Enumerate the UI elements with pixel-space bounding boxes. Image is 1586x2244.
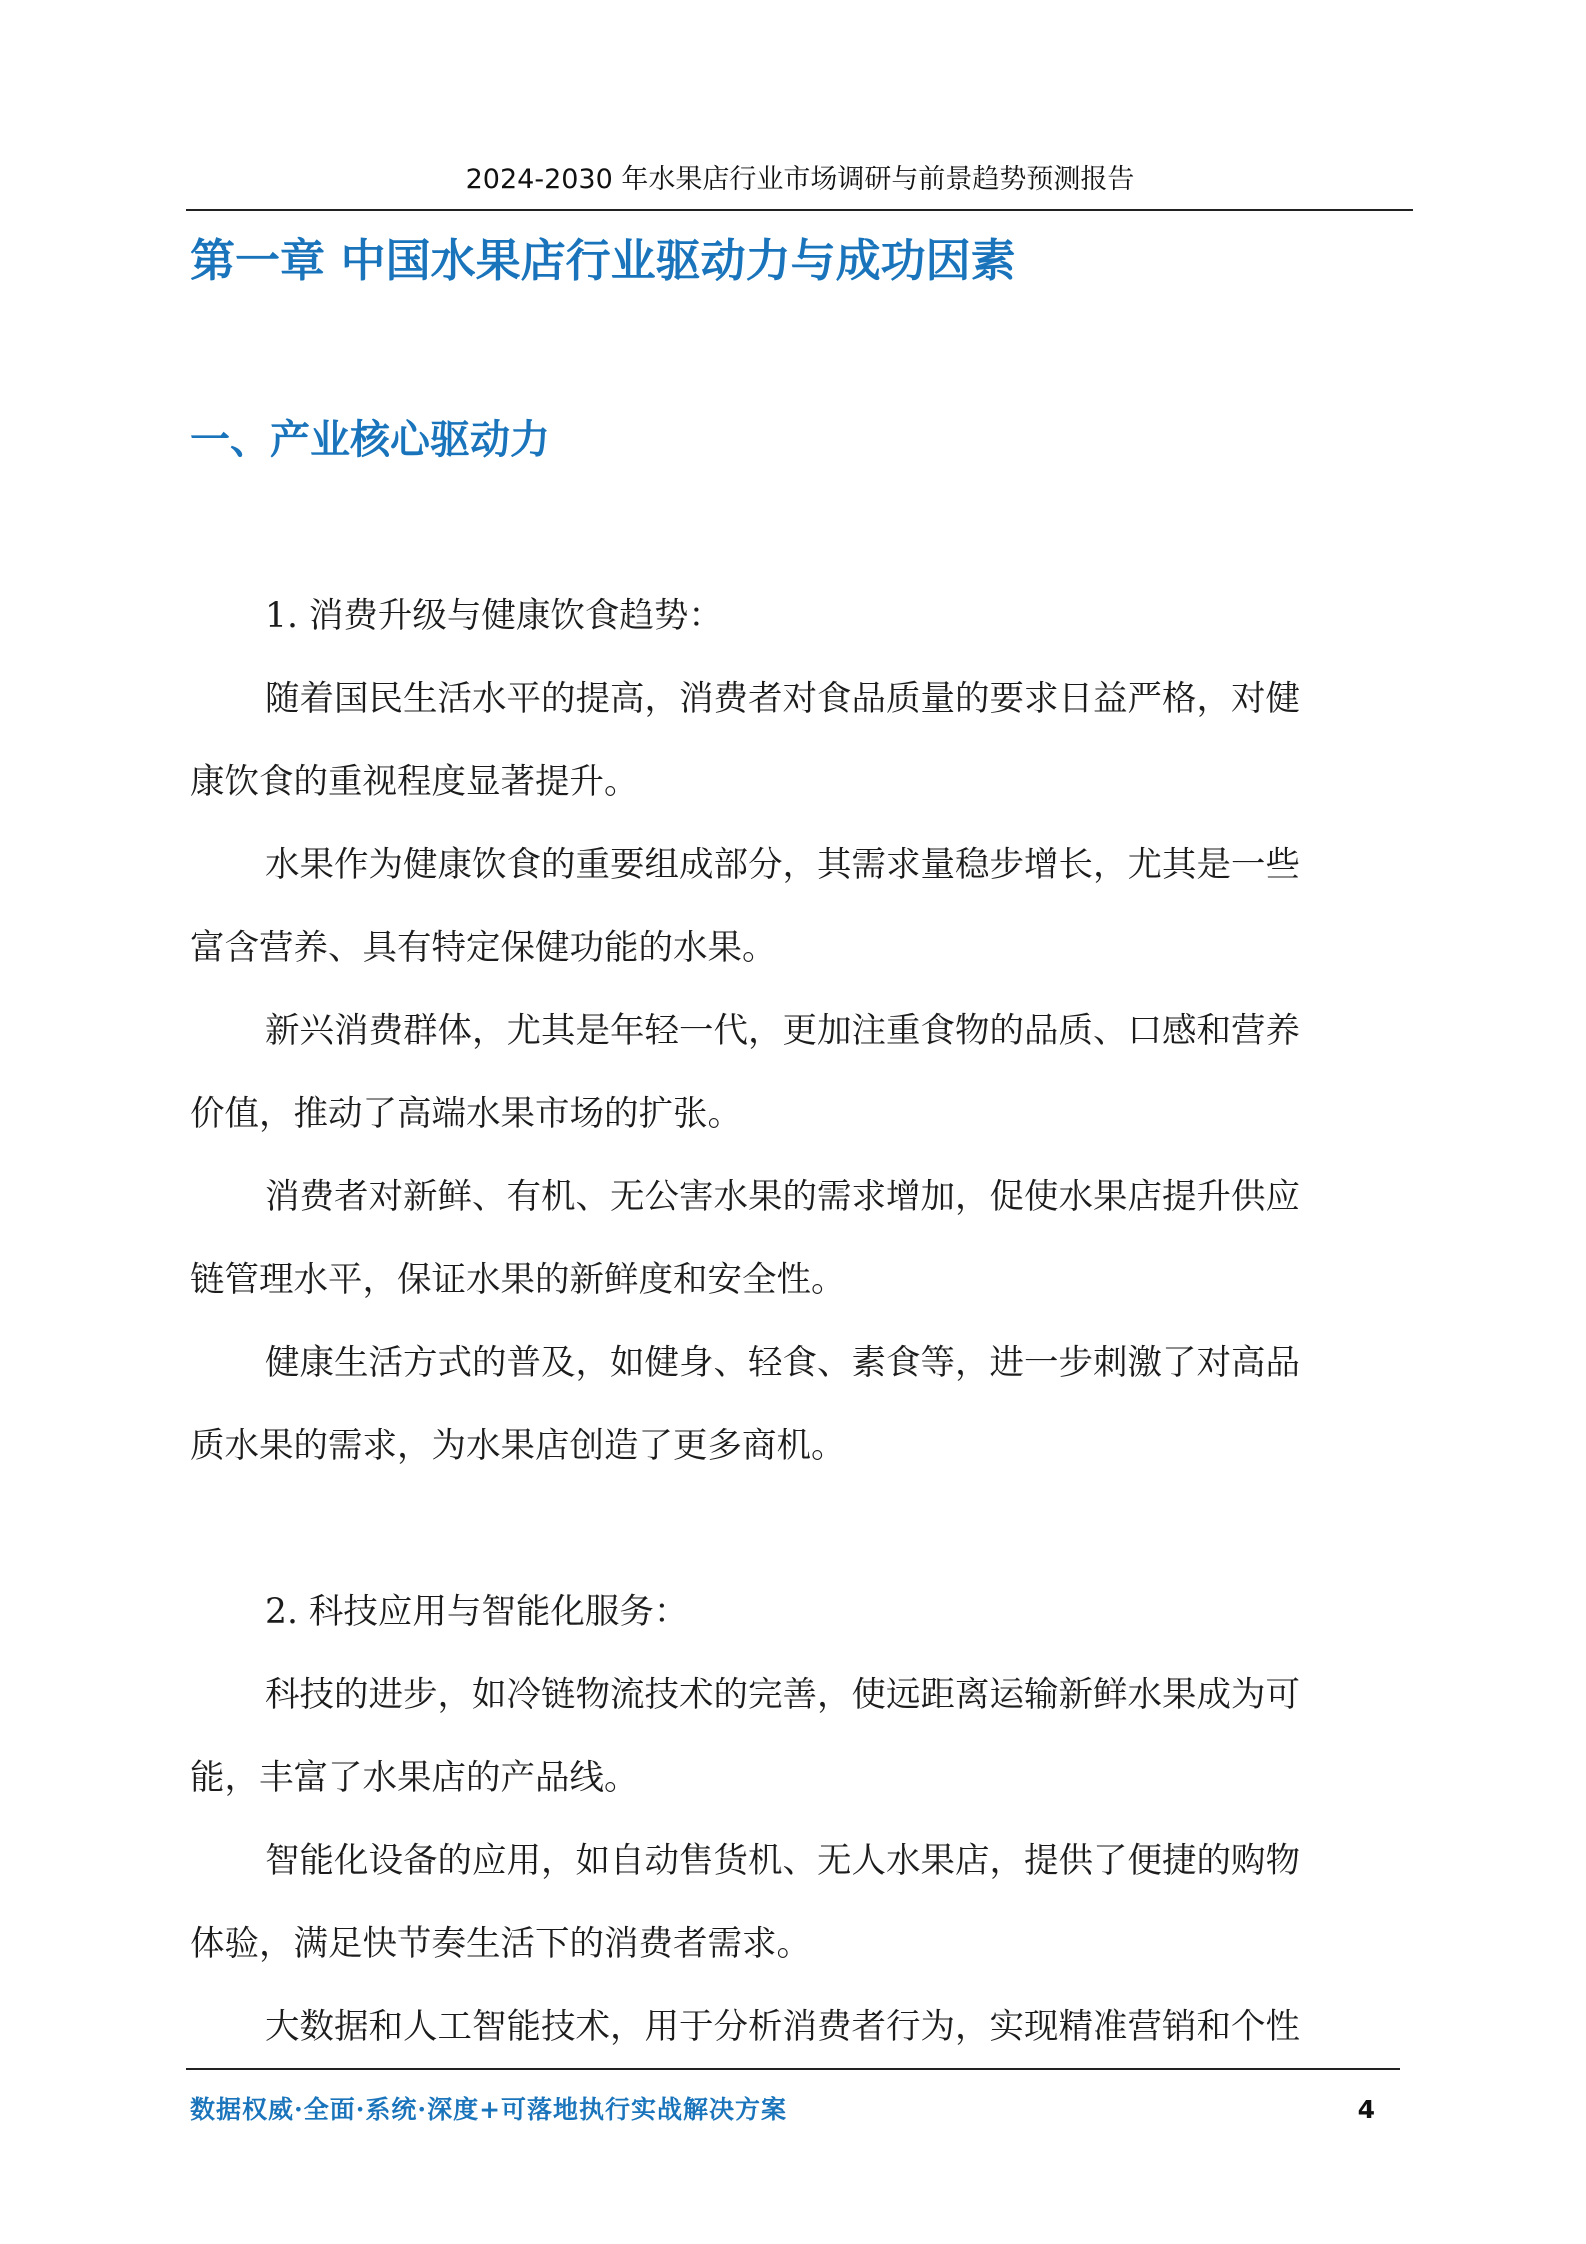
header-divider — [186, 209, 1413, 211]
list-item-heading: 1. 消费升级与健康饮食趋势： — [265, 596, 723, 636]
section-title: 一、产业核心驱动力 — [190, 417, 550, 463]
chapter-title: 第一章 中国水果店行业驱动力与成功因素 — [190, 234, 1016, 287]
paragraph-line: 链管理水平，保证水果的新鲜度和安全性。 — [190, 1260, 846, 1300]
paragraph-line: 富含营养、具有特定保健功能的水果。 — [190, 928, 777, 968]
paragraph-line: 消费者对新鲜、有机、无公害水果的需求增加，促使水果店提升供应 — [265, 1177, 1300, 1217]
paragraph-line: 新兴消费群体，尤其是年轻一代，更加注重食物的品质、口感和营养 — [265, 1011, 1300, 1051]
page-number: 4 — [1357, 2095, 1375, 2124]
footer-tagline: 数据权威·全面·系统·深度+可落地执行实战解决方案 — [190, 2095, 788, 2124]
paragraph-line: 质水果的需求，为水果店创造了更多商机。 — [190, 1426, 846, 1466]
paragraph-line: 智能化设备的应用，如自动售货机、无人水果店，提供了便捷的购物 — [265, 1841, 1300, 1881]
paragraph-line: 健康生活方式的普及，如健身、轻食、素食等，进一步刺激了对高品 — [265, 1343, 1300, 1383]
paragraph-line: 康饮食的重视程度显著提升。 — [190, 762, 639, 802]
paragraph-line: 水果作为健康饮食的重要组成部分，其需求量稳步增长，尤其是一些 — [265, 845, 1300, 885]
paragraph-line: 能，丰富了水果店的产品线。 — [190, 1758, 639, 1798]
paragraph-line: 大数据和人工智能技术，用于分析消费者行为，实现精准营销和个性 — [265, 2007, 1300, 2047]
paragraph-line: 科技的进步，如冷链物流技术的完善，使远距离运输新鲜水果成为可 — [265, 1675, 1300, 1715]
paragraph-line: 体验，满足快节奏生活下的消费者需求。 — [190, 1924, 811, 1964]
paragraph-line: 价值，推动了高端水果市场的扩张。 — [190, 1094, 742, 1134]
paragraph-line: 随着国民生活水平的提高，消费者对食品质量的要求日益严格，对健 — [265, 679, 1300, 719]
list-item-heading: 2. 科技应用与智能化服务： — [265, 1592, 689, 1632]
page-header-title: 2024-2030 年水果店行业市场调研与前景趋势预测报告 — [465, 164, 1135, 195]
footer-divider — [186, 2068, 1400, 2070]
